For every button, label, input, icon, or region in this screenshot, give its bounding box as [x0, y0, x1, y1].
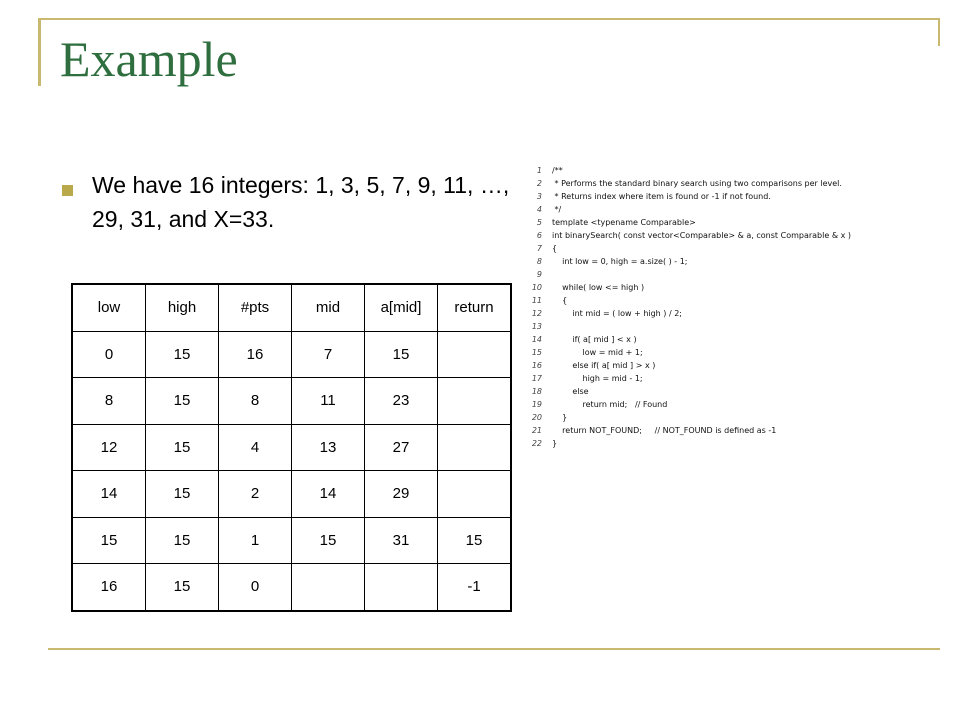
table-cell — [438, 378, 512, 425]
line-number: 14 — [531, 335, 542, 344]
table-cell: 23 — [365, 378, 438, 425]
code-line — [528, 411, 928, 424]
code-line — [528, 437, 928, 450]
line-number: 8 — [536, 257, 542, 266]
line-number: 3 — [536, 192, 542, 201]
table-cell: 8 — [72, 378, 146, 425]
column-header: low — [72, 284, 146, 331]
code-line — [528, 385, 928, 398]
table-cell: 15 — [146, 471, 219, 518]
table-cell: 11 — [292, 378, 365, 425]
line-number: 6 — [536, 231, 542, 240]
code-text: return mid; // Found — [552, 400, 668, 409]
code-text: int binarySearch( const vector<Comparable> & a, const Comparable & x ) — [552, 231, 851, 240]
code-text: else — [552, 387, 589, 396]
square-bullet-icon — [62, 185, 73, 196]
table-cell: 16 — [219, 331, 292, 378]
code-text — [552, 320, 928, 333]
line-number: 12 — [531, 309, 542, 318]
table-row — [72, 564, 511, 611]
line-number: 22 — [531, 439, 542, 448]
code-line — [528, 359, 928, 372]
line-number: 10 — [531, 283, 542, 292]
code-line — [528, 190, 928, 203]
table-cell: 15 — [146, 331, 219, 378]
code-line — [528, 372, 928, 385]
code-line — [528, 203, 928, 216]
code-text: { — [552, 296, 568, 305]
table-cell: 13 — [292, 424, 365, 471]
code-text: int low = 0, high = a.size( ) - 1; — [552, 257, 688, 266]
code-line — [528, 164, 928, 177]
code-text — [552, 268, 928, 281]
line-number: 17 — [531, 374, 542, 383]
table-cell: 1 — [219, 517, 292, 564]
table-cell: 15 — [292, 517, 365, 564]
table-cell — [292, 564, 365, 611]
code-text: /** — [552, 166, 563, 175]
code-text: * Returns index where item is found or -1 if not found. — [552, 192, 771, 201]
table-row — [72, 378, 511, 425]
table-row — [72, 424, 511, 471]
table-cell: 7 — [292, 331, 365, 378]
table-cell: 15 — [72, 517, 146, 564]
table-cell: 15 — [146, 517, 219, 564]
table-cell: 0 — [219, 564, 292, 611]
slide-title: Example — [60, 31, 238, 87]
code-text: while( low <= high ) — [552, 283, 645, 292]
code-text: } — [552, 413, 568, 422]
trace-table — [71, 283, 512, 612]
table-cell — [365, 564, 438, 611]
code-line — [528, 398, 928, 411]
table-cell: 15 — [146, 424, 219, 471]
frame-top-rule — [38, 18, 940, 20]
line-number: 16 — [531, 361, 542, 370]
code-line — [528, 333, 928, 346]
code-line — [528, 255, 928, 268]
table-cell: 29 — [365, 471, 438, 518]
table-cell: 14 — [292, 471, 365, 518]
code-line — [528, 281, 928, 294]
line-number: 15 — [531, 348, 542, 357]
code-text: low = mid + 1; — [552, 348, 643, 357]
column-header: mid — [292, 284, 365, 331]
code-text: template <typename Comparable> — [552, 218, 696, 227]
code-text: else if( a[ mid ] > x ) — [552, 361, 656, 370]
table-cell: 15 — [438, 517, 512, 564]
code-line — [528, 346, 928, 359]
table-cell: 27 — [365, 424, 438, 471]
table-cell: 0 — [72, 331, 146, 378]
code-line — [528, 307, 928, 320]
code-text: if( a[ mid ] < x ) — [552, 335, 637, 344]
table-row — [72, 517, 511, 564]
code-line — [528, 177, 928, 190]
line-number: 18 — [531, 387, 542, 396]
table-cell: 15 — [146, 378, 219, 425]
code-line — [528, 268, 928, 281]
table-cell — [438, 331, 512, 378]
code-line — [528, 229, 928, 242]
code-text: } — [552, 439, 558, 448]
line-number: 1 — [536, 166, 542, 175]
table-cell: 14 — [72, 471, 146, 518]
code-line — [528, 294, 928, 307]
table-cell — [438, 471, 512, 518]
column-header: return — [438, 284, 512, 331]
code-text: high = mid - 1; — [552, 374, 643, 383]
table-cell: 2 — [219, 471, 292, 518]
code-text: */ — [552, 205, 562, 214]
table-cell: 16 — [72, 564, 146, 611]
bullet-text: We have 16 integers: 1, 3, 5, 7, 9, 11, …, 29, 31, and X=33. — [92, 172, 510, 232]
code-line — [528, 320, 928, 333]
table-cell: 12 — [72, 424, 146, 471]
line-number: 2 — [536, 179, 542, 188]
code-listing — [528, 164, 928, 450]
column-header: high — [146, 284, 219, 331]
frame-bottom-rule — [48, 648, 940, 650]
line-number: 20 — [531, 413, 542, 422]
code-text: int mid = ( low + high ) / 2; — [552, 309, 682, 318]
line-number: 9 — [536, 270, 542, 279]
table-header-row — [72, 284, 511, 331]
line-number: 5 — [536, 218, 542, 227]
table-cell: 15 — [146, 564, 219, 611]
line-number: 11 — [531, 296, 542, 305]
line-number: 19 — [531, 400, 542, 409]
line-number: 13 — [531, 322, 542, 331]
table-cell: 4 — [219, 424, 292, 471]
code-line — [528, 216, 928, 229]
column-header: #pts — [219, 284, 292, 331]
code-text: { — [552, 244, 558, 253]
table-cell: 8 — [219, 378, 292, 425]
table-row — [72, 331, 511, 378]
frame-left-rule — [38, 18, 41, 86]
table-cell: 15 — [365, 331, 438, 378]
code-text: * Performs the standard binary search using two comparisons per level. — [552, 179, 842, 188]
table-cell: 31 — [365, 517, 438, 564]
frame-right-rule — [938, 18, 940, 46]
table-cell — [438, 424, 512, 471]
code-text: return NOT_FOUND; // NOT_FOUND is defined as -1 — [552, 426, 777, 435]
line-number: 21 — [531, 426, 542, 435]
code-line — [528, 424, 928, 437]
line-number: 7 — [536, 244, 542, 253]
table-cell: -1 — [438, 564, 512, 611]
column-header: a[mid] — [365, 284, 438, 331]
table-row — [72, 471, 511, 518]
line-number: 4 — [536, 205, 542, 214]
code-line — [528, 242, 928, 255]
